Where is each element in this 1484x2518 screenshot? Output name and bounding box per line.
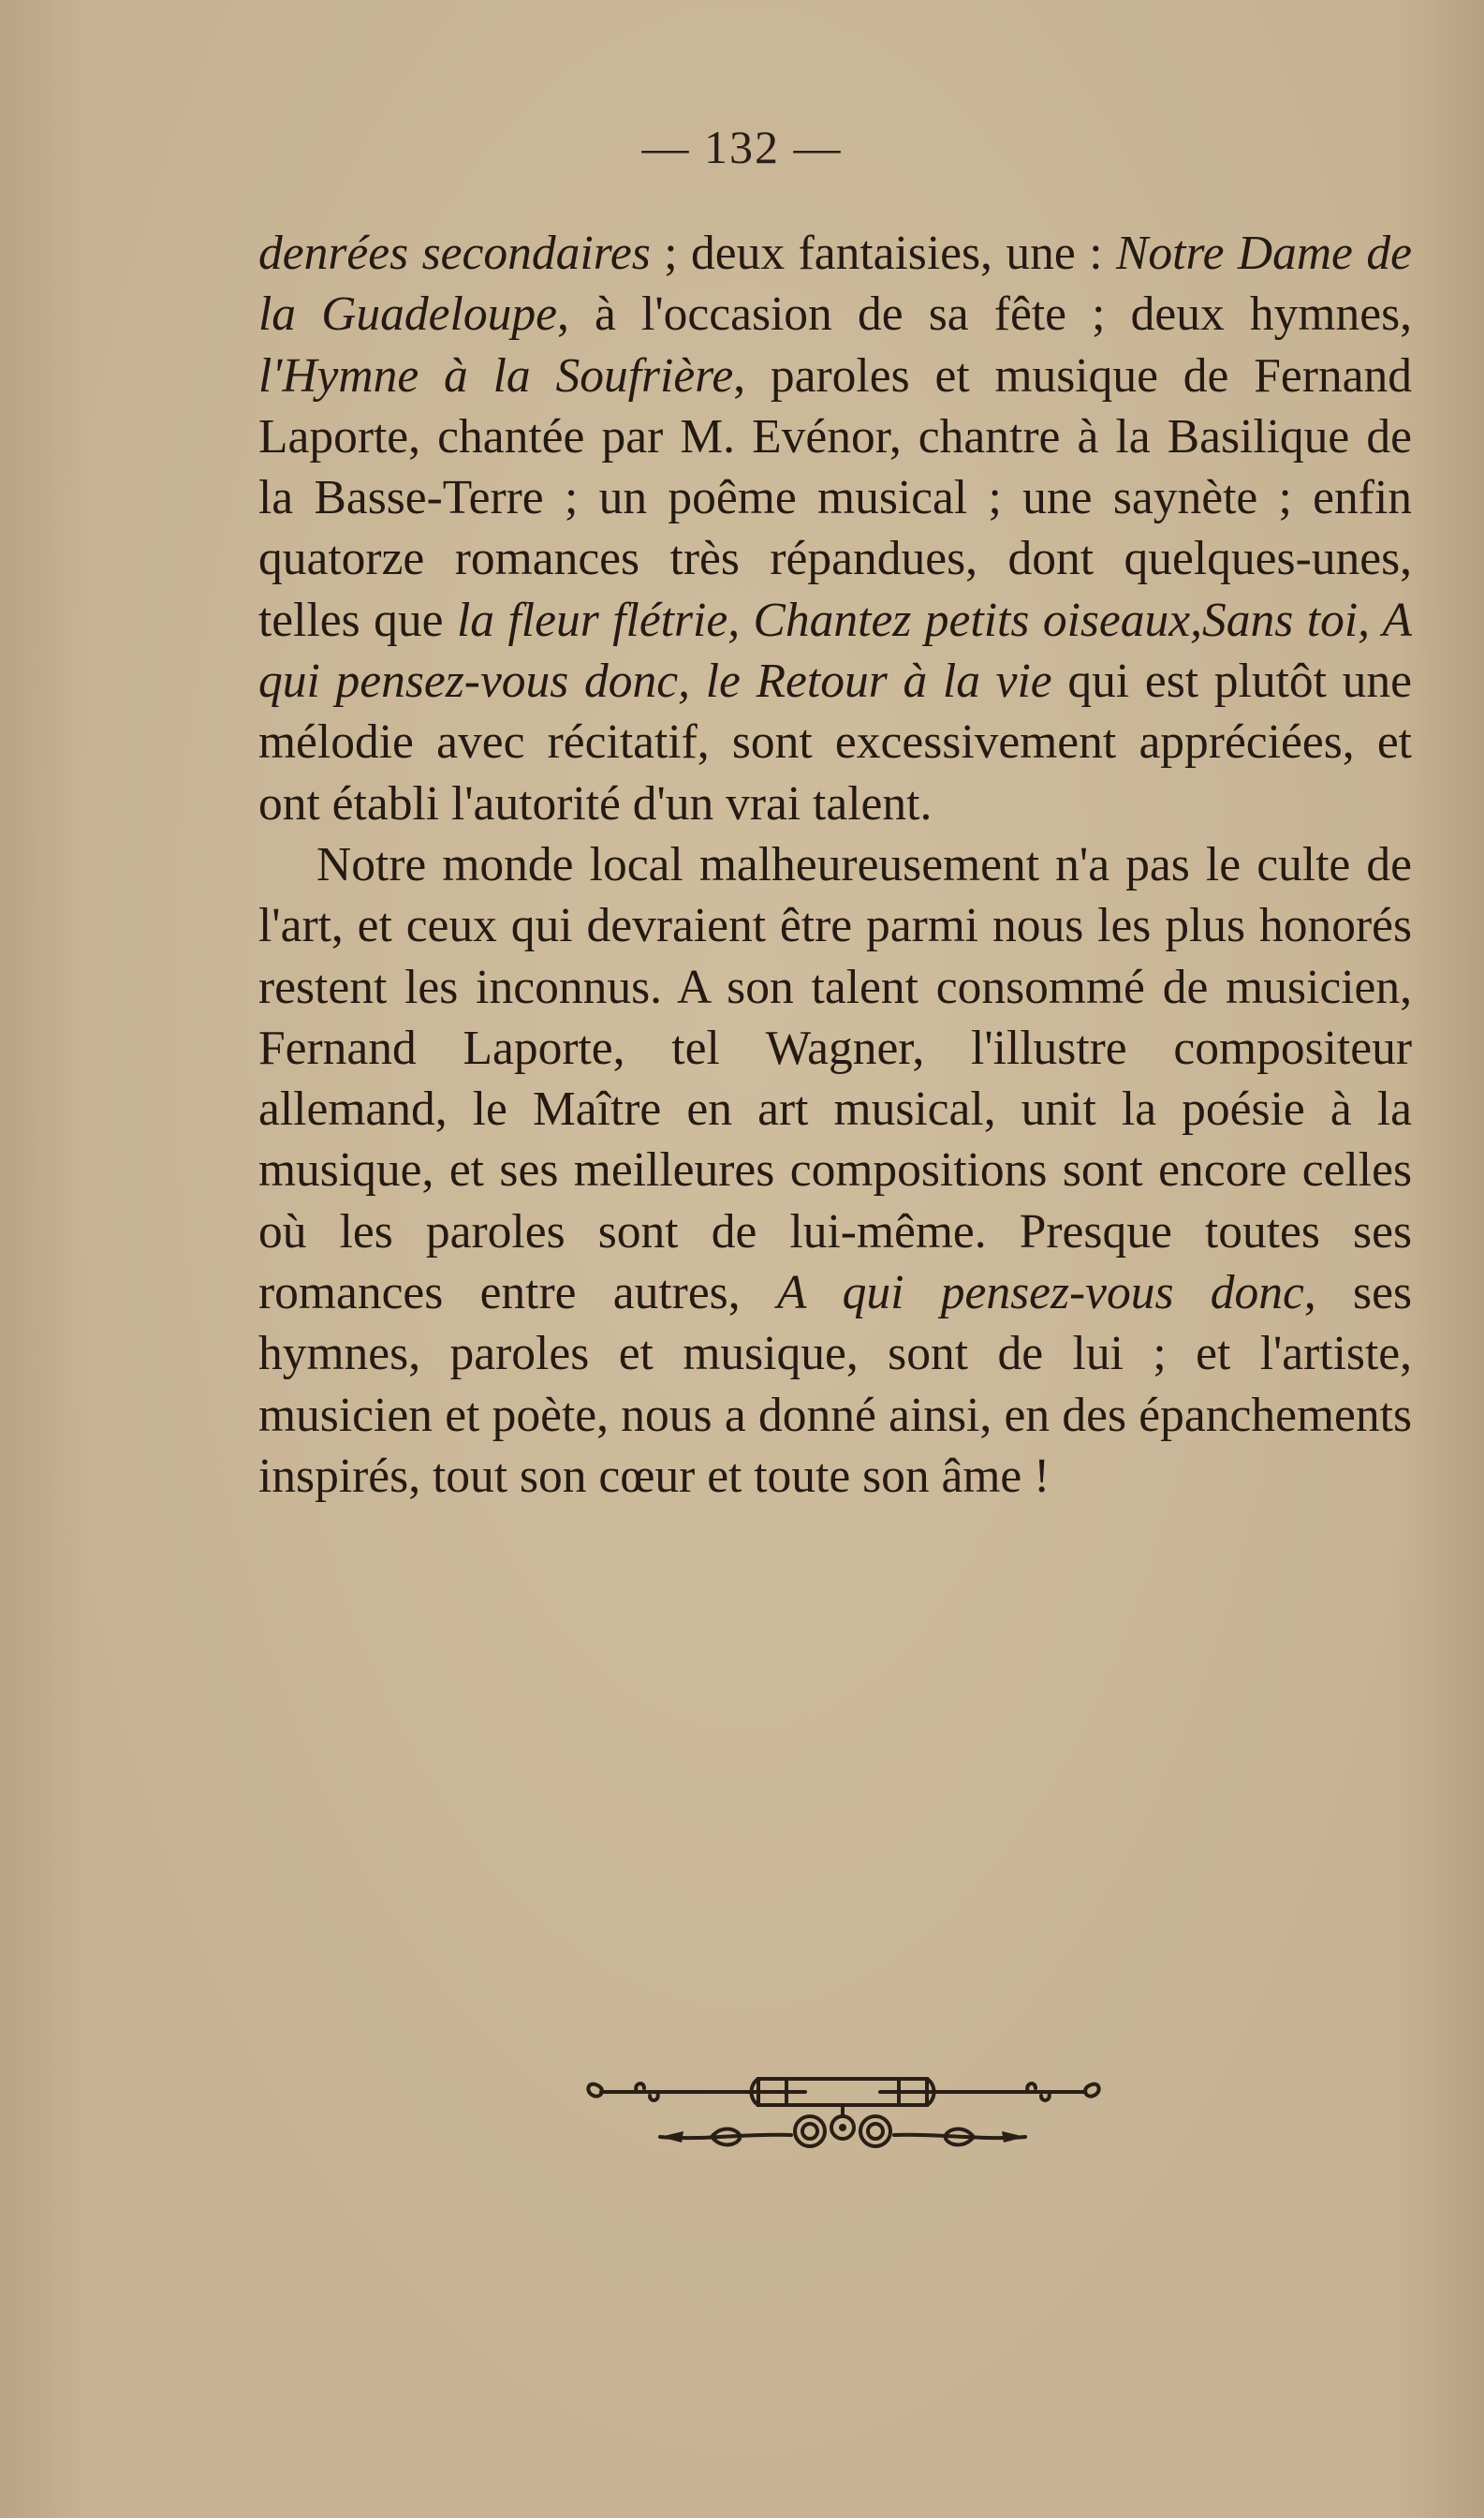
text-segment: , paroles et musique de Fernand Laporte, chantée par M. Evénor, chantre à la Basilique de la Basse-Terre ; un poême musical ; une saynète ; enfin quatorze romances très répandues, dont quelques-unes, telles que [258, 348, 1412, 647]
text-segment: Notre monde local malheureusement n'a pas le culte de l'art, et ceux qui devraient être parmi nous les plus honorés restent les inconnus. A son talent consommé de musicien, Fernand Laporte, tel Wagner, l'illustre compositeur allemand, le Maître en art musical, unit la poésie à la musique, et ses meilleures compositions sont encore celles où les paroles sont de lui-même. Presque toutes ses romances entre autres, [258, 837, 1412, 1320]
body-text [258, 223, 1412, 1507]
text-segment: qui est plutôt une mélodie avec récitatif, sont excessivement appréciées, et ont établi l'autorité d'un vrai talent. [258, 655, 1412, 831]
text-segment: ; deux fantaisies, une : [650, 227, 1117, 280]
fleuron-ornament-icon [571, 2051, 1114, 2163]
paragraph-1 [258, 223, 1412, 834]
page-number: — 132 — [641, 121, 843, 173]
text-segment: l'Hymne à la Soufrière [258, 348, 734, 403]
text-segment: , à l'occasion de sa fête ; deux hymnes, [556, 287, 1412, 342]
text-segment: A qui pensez-vous donc [776, 1266, 1304, 1320]
paragraph-2 [258, 834, 1412, 1507]
text-segment: , ses hymnes, paroles et musique, sont de lui ; et l'artiste, musicien et poète, nous a donné ainsi, en des épanchements inspirés, tout son cœur et toute son âme ! [258, 1266, 1412, 1503]
text-segment: denrées secondaires [258, 227, 651, 280]
text-segment: la fleur flétrie, Chantez petits oiseaux,Sans toi, A qui pensez-vous donc, le Retour à la vie [258, 593, 1413, 709]
text-segment: Notre Dame de la Guadeloupe [258, 227, 1412, 342]
